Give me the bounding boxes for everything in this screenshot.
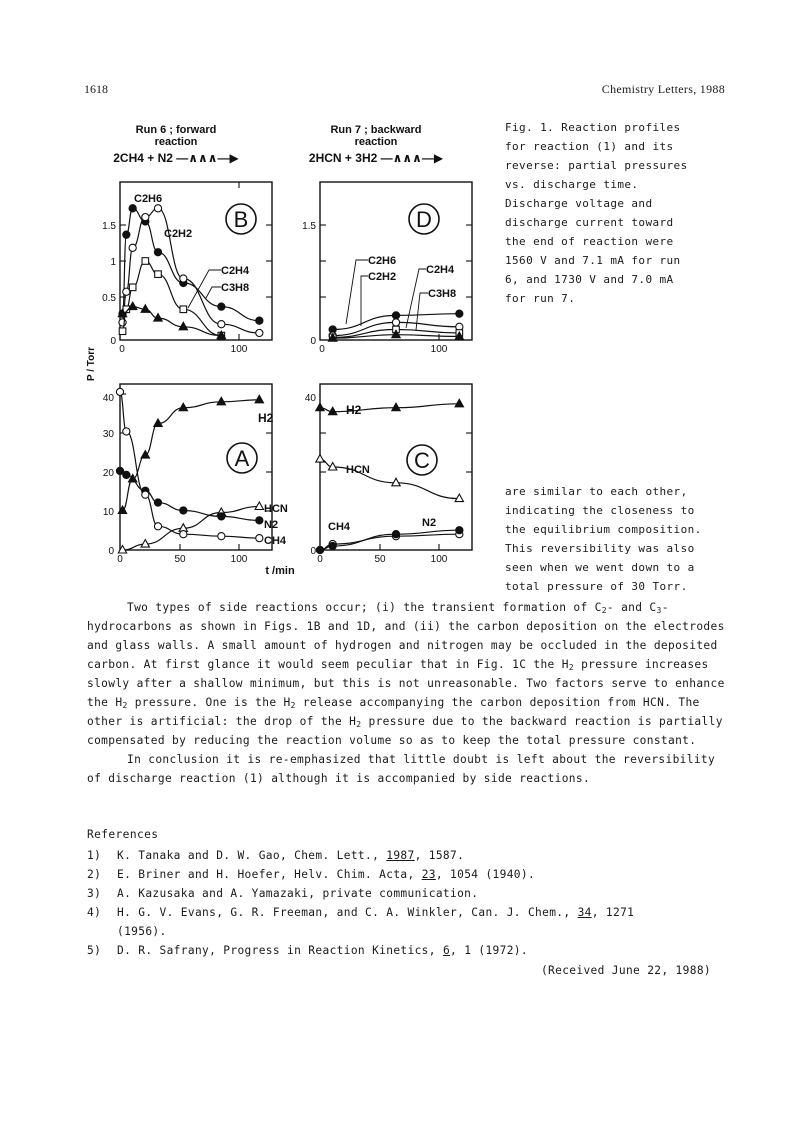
d-ytick-0: 0 (310, 336, 316, 347)
y-axis-label: P / Torr (86, 346, 97, 382)
panel-b-c2h4-point (180, 306, 187, 313)
reference-item: 5) D. R. Safrany, Progress in Reaction Kinetics, 6, 1 (1972). (87, 944, 528, 957)
run7-title: Run 7 ; backward (330, 124, 422, 136)
caption-line: the end of reaction were (505, 235, 674, 248)
panel-c-n2-point (456, 527, 463, 534)
reference-item: 3) A. Kazusaka and A. Yamazaki, private communication. (87, 887, 479, 900)
caption-line: vs. discharge time. (505, 178, 639, 191)
panel-c-ch4-line (320, 534, 459, 550)
panel-c-hcn-point (316, 455, 324, 463)
panel-c-h2-point (392, 403, 400, 411)
panel-a-ch4-point (256, 535, 263, 542)
b-label-c2h6: C2H6 (134, 193, 163, 205)
paragraph-side-reactions: Two types of side reactions occur; (i) the transient formation of $C_2-$ and $C_3-$ hydrocarbons as shown in Figs. 1B and 1D, and (ii) the carbon deposition on the electrodes and glass walls. A small amount of hydrogen and nitrogen may be occluded in the deposited carbon. At first glance it would seem peculiar that in Fig. 1C the $H_2$ pressure increases slowly after a shallow minimum, but this is not unreasonable. Two factors serve to enhance the $H_2$ pressure. One is the $H_2$ release accompanying the carbon deposition from HCN. The other is artificial: the drop of the $H_2$ pressure due to the backward reaction is partially compensated by reducing the reaction volume so as to keep the total pressure constant. (87, 601, 725, 747)
panel-a-n2-point (123, 471, 130, 478)
d-leader-c2h4 (406, 269, 426, 328)
run7-subtitle: reaction (354, 136, 398, 148)
side-text-line: indicating the closeness to (505, 504, 695, 517)
panel-d-c2h6-point (392, 312, 399, 319)
panel-b-c2h2-point (142, 214, 149, 221)
panel-b-c2h2-point (129, 244, 136, 251)
run6-subtitle: reaction (154, 136, 198, 148)
b-leader-c2h4 (188, 270, 221, 308)
panel-b-c2h4-point (142, 258, 149, 265)
side-text-line: seen when we went down to a (505, 561, 695, 574)
d-label-c2h2: C2H2 (368, 271, 397, 283)
a-xtick-0: 0 (117, 554, 123, 565)
c-xtick-100: 100 (430, 554, 448, 565)
d-label-c2h4: C2H4 (426, 264, 455, 276)
run7-equation: 2HCN + 3H2 —∧∧∧—▶ (308, 151, 444, 165)
panel-a-n2-line (120, 471, 259, 520)
body-text (87, 598, 727, 788)
caption-line: Fig. 1. Reaction profiles (505, 121, 681, 134)
side-text-line: total pressure of 30 Torr. (505, 580, 688, 593)
references-heading: References (87, 828, 159, 841)
caption-line: reverse: partial pressures (505, 159, 688, 172)
run6-title: Run 6 ; forward (135, 124, 217, 136)
c-xtick-0: 0 (317, 554, 323, 565)
c-ytick-0: 0 (310, 546, 316, 557)
b-label-c2h4: C2H4 (221, 265, 250, 277)
panel-d-c2h6-point (456, 310, 463, 317)
a-label-h2: H2 (258, 411, 274, 425)
panel-a-ch4-point (180, 531, 187, 538)
c-label-ch4: CH4 (328, 521, 351, 533)
side-text-line: This reversibility was also (505, 542, 695, 555)
panel-c-letter-mark (407, 445, 437, 475)
panel-a-ch4-point (218, 533, 225, 540)
panel-a-h2-point (179, 403, 187, 411)
d-label-c2h6: C2H6 (368, 255, 397, 267)
run6-equation: 2CH4 + N2 —∧∧∧—▶ (113, 151, 239, 165)
c-xtick-50: 50 (374, 554, 386, 565)
b-ytick-0: 0 (110, 336, 116, 347)
panel-a-hcn-point (255, 502, 263, 510)
panel-a-n2-point (256, 517, 263, 524)
b-xtick-0: 0 (119, 344, 125, 355)
panel-c-n2-point (316, 546, 323, 553)
panel-b-c2h2-point (154, 205, 161, 212)
a-ytick-10: 10 (102, 507, 114, 518)
journal-header: Chemistry Letters, 1988 (601, 82, 725, 96)
panel-b-c2h6-point (154, 249, 161, 256)
d-xtick-0: 0 (319, 344, 325, 355)
reference-item: 4) H. G. V. Evans, G. R. Freeman, and C. A. Winkler, Can. J. Chem., 34, 1271 (87, 906, 635, 919)
c-label-n2: N2 (422, 517, 437, 529)
d-label-c3h8: C3H8 (428, 288, 457, 300)
panel-a-n2-point (180, 507, 187, 514)
a-label-ch4: CH4 (264, 535, 287, 547)
b-ytick-1: 1 (110, 257, 116, 268)
d-leader-c2h2 (361, 276, 368, 326)
panel-a-hcn-point (141, 540, 149, 548)
received-date: (Received June 22, 1988) (540, 964, 711, 977)
panel-a-ch4-point (154, 523, 161, 530)
panel-d-letter: D (416, 207, 432, 232)
side-text-line: the equilibrium composition. (505, 523, 702, 536)
panel-c-hcn-point (455, 494, 463, 502)
panel-a-h2-point (217, 397, 225, 405)
d-leader-c2h6 (346, 260, 368, 324)
page-number: 1618 (84, 82, 108, 96)
panel-b-c2h6-point (256, 317, 263, 324)
panel-c-n2-point (392, 531, 399, 538)
reference-item: 2) E. Briner and H. Hoefer, Helv. Chim. Acta, 23, 1054 (1940). (87, 868, 536, 881)
caption-line: for run 7. (505, 292, 576, 305)
panel-a-ch4-point (123, 428, 130, 435)
c-ytick-40: 40 (304, 393, 316, 404)
a-ytick-30: 30 (102, 429, 114, 440)
panel-a-letter: A (234, 446, 250, 471)
panel-a-n2-point (154, 499, 161, 506)
d-ytick-15: 1.5 (302, 221, 316, 232)
figure-1 (84, 116, 484, 586)
caption-line: discharge current toward (505, 216, 674, 229)
panel-a-ch4-point (142, 491, 149, 498)
x-axis-label: t /min (265, 565, 295, 577)
panel-b-letter: B (233, 207, 249, 232)
a-ytick-0: 0 (108, 546, 114, 557)
b-label-c3h8: C3H8 (221, 282, 250, 294)
b-label-c2h2: C2H2 (164, 228, 193, 240)
panel-b-c2h4-line (123, 261, 222, 336)
panel-b-c2h4-point (129, 284, 136, 291)
caption-line: Discharge voltage and (505, 197, 653, 210)
panel-c-n2-point (329, 542, 336, 549)
panel-b-c2h6-point (123, 231, 130, 238)
a-label-hcn: HCN (264, 503, 288, 515)
a-xtick-50: 50 (174, 554, 186, 565)
panel-b-c2h6-point (129, 205, 136, 212)
panel-b-c2h2-point (119, 319, 126, 326)
side-text-line: are similar to each other, (505, 485, 688, 498)
panel-a-h2-point (255, 395, 263, 403)
panel-c-hcn-line (320, 459, 459, 499)
reference-continuation: (1956). (117, 925, 167, 938)
panel-c-h2-line (320, 404, 459, 412)
panel-c-letter: C (414, 448, 430, 473)
a-label-n2: N2 (264, 519, 279, 531)
a-ytick-40: 40 (102, 393, 114, 404)
c-label-h2: H2 (346, 403, 362, 417)
panel-c-hcn-point (392, 478, 400, 486)
panel-a-letter-mark (227, 443, 257, 473)
b-leader-c3h8 (206, 287, 221, 298)
panel-b-c2h6-point (218, 303, 225, 310)
a-xtick-100: 100 (230, 554, 248, 565)
panel-d-plot (329, 310, 464, 341)
panel-c-h2-point (455, 399, 463, 407)
panel-b-letter-mark (226, 204, 256, 234)
panel-b-c2h2-point (218, 321, 225, 328)
b-xtick-100: 100 (230, 344, 248, 355)
d-xtick-100: 100 (430, 344, 448, 355)
b-ytick-15: 1.5 (102, 221, 116, 232)
panel-b-c2h2-point (180, 275, 187, 282)
panel-d-letter-mark (409, 204, 439, 234)
a-ytick-20: 20 (102, 468, 114, 479)
caption-line: 1560 V and 7.1 mA for run (505, 254, 681, 267)
panel-c-h2-point (316, 403, 324, 411)
c-label-hcn: HCN (346, 464, 370, 476)
panel-d-c2h2-point (392, 319, 399, 326)
panel-a-ch4-point (116, 388, 123, 395)
panel-c-n2-line (320, 530, 459, 550)
panel-a-n2-point (218, 513, 225, 520)
panel-b-c2h4-point (155, 271, 162, 278)
caption-line: 6, and 1730 V and 7.0 mA (505, 273, 674, 286)
caption-line: for reaction (1) and its (505, 140, 674, 153)
paragraph-conclusion: In conclusion it is re-emphasized that little doubt is left about the reversibility of discharge reaction (1) although it is accompanied by side reactions. (87, 753, 716, 785)
reference-item: 1) K. Tanaka and D. W. Gao, Chem. Lett., 1987, 1587. (87, 849, 465, 862)
panel-b-c2h2-point (256, 329, 263, 336)
panel-b-c2h4-point (119, 328, 126, 335)
b-ytick-05: 0.5 (102, 293, 116, 304)
